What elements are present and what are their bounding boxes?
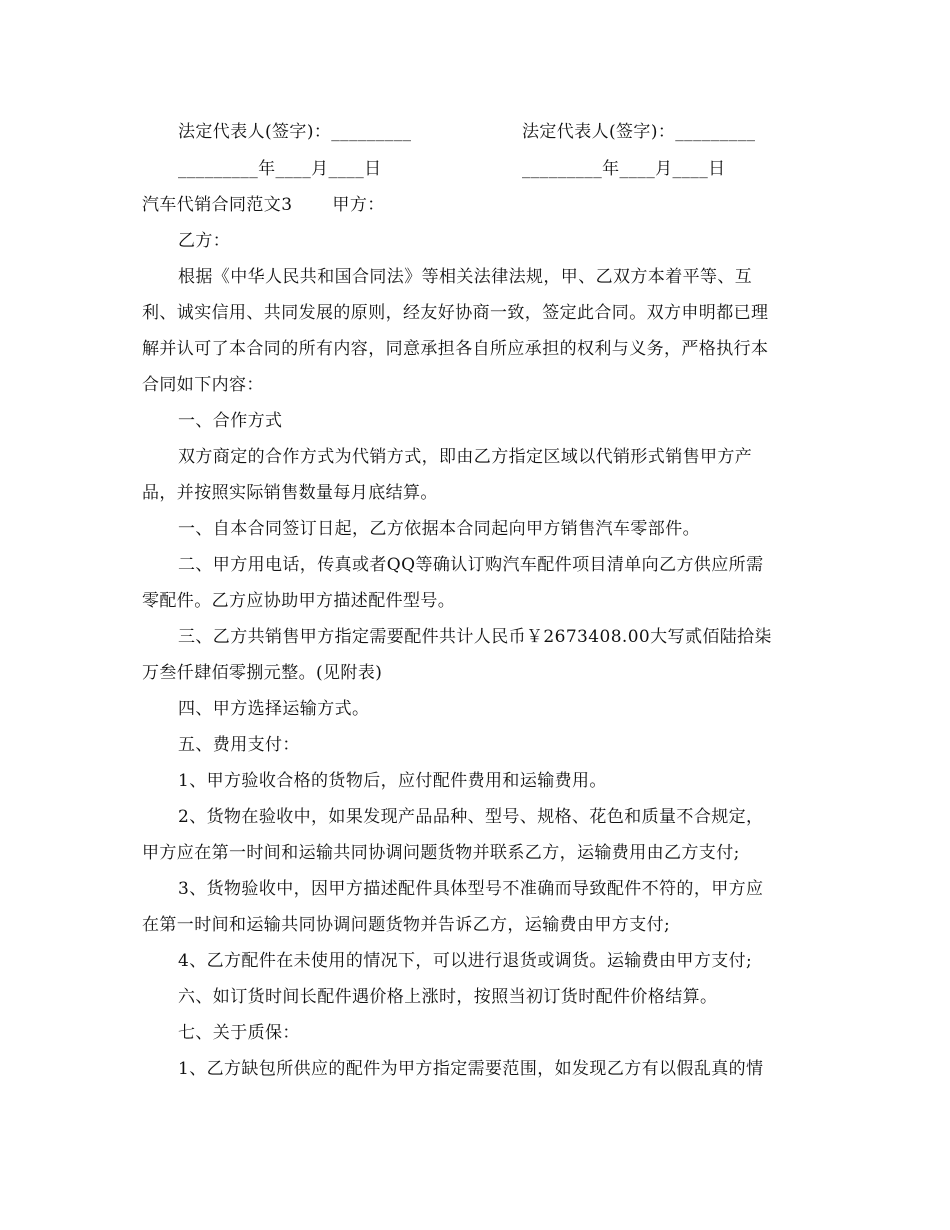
- section-heading: 一、合作方式: [178, 411, 283, 431]
- left-signature-date: _________年____月____日: [178, 159, 382, 179]
- clause-line: 3、货物验收中，因甲方描述配件具体型号不准确而导致配件不符的，甲方应: [178, 879, 764, 899]
- section-heading: 七、关于质保：: [178, 1023, 300, 1043]
- contract-title: 汽车代销合同范文3: [142, 195, 293, 215]
- clause-line: 1、乙方缺包所供应的配件为甲方指定需要范围，如发现乙方有以假乱真的情: [178, 1059, 764, 1079]
- clause-line: 三、乙方共销售甲方指定需要配件共计人民币￥2673408.00大写贰佰陆拾柒: [178, 627, 772, 647]
- clause-line: 一、自本合同签订日起，乙方依据本合同起向甲方销售汽车零部件。: [178, 519, 700, 539]
- section-heading: 五、费用支付：: [178, 735, 300, 755]
- paragraph-line: 合同如下内容：: [142, 375, 264, 395]
- clause-line: 二、甲方用电话，传真或者QQ等确认订购汽车配件项目清单向乙方供应所需: [178, 555, 764, 575]
- contract-heading-line: [142, 193, 385, 217]
- clause-line: 甲方应在第一时间和运输共同协调问题货物并联系乙方，运输费用由乙方支付;: [142, 843, 740, 863]
- clause-line: 在第一时间和运输共同协调问题货物并告诉乙方，运输费由甲方支付;: [142, 915, 671, 935]
- clause-line: 4、乙方配件在未使用的情况下，可以进行退货或调货。运输费由甲方支付;: [178, 951, 753, 971]
- clause-line: 六、如订货时间长配件遇价格上涨时，按照当初订货时配件价格结算。: [178, 987, 718, 1007]
- clause-line: 1、甲方验收合格的货物后，应付配件费用和运输费用。: [178, 771, 607, 791]
- paragraph-line: 品，并按照实际销售数量每月底结算。: [142, 483, 438, 503]
- paragraph-line: 根据《中华人民共和国合同法》等相关法律法规，甲、乙双方本着平等、互: [178, 267, 753, 287]
- right-signature-date: _________年____月____日: [522, 159, 726, 179]
- clause-line: 万叁仟肆佰零捌元整。(见附表): [142, 663, 383, 683]
- clause-line: 零配件。乙方应协助甲方描述配件型号。: [142, 591, 456, 611]
- paragraph-line: 解并认可了本合同的所有内容，同意承担各自所应承担的权利与义务，严格执行本: [142, 339, 769, 359]
- party-a-label: 甲方：: [332, 195, 385, 215]
- left-legal-representative-signature: 法定代表人(签字)：_________: [178, 122, 412, 142]
- party-b-label: 乙方：: [178, 231, 231, 251]
- clause-line: 四、甲方选择运输方式。: [178, 699, 370, 719]
- paragraph-line: 双方商定的合作方式为代销方式，即由乙方指定区域以代销形式销售甲方产: [178, 447, 753, 467]
- paragraph-line: 利、诚实信用、共同发展的原则，经友好协商一致，签定此合同。双方申明都已理: [142, 303, 769, 323]
- right-legal-representative-signature: 法定代表人(签字)：_________: [522, 122, 756, 142]
- clause-line: 2、货物在验收中，如果发现产品品种、型号、规格、花色和质量不合规定，: [178, 807, 764, 827]
